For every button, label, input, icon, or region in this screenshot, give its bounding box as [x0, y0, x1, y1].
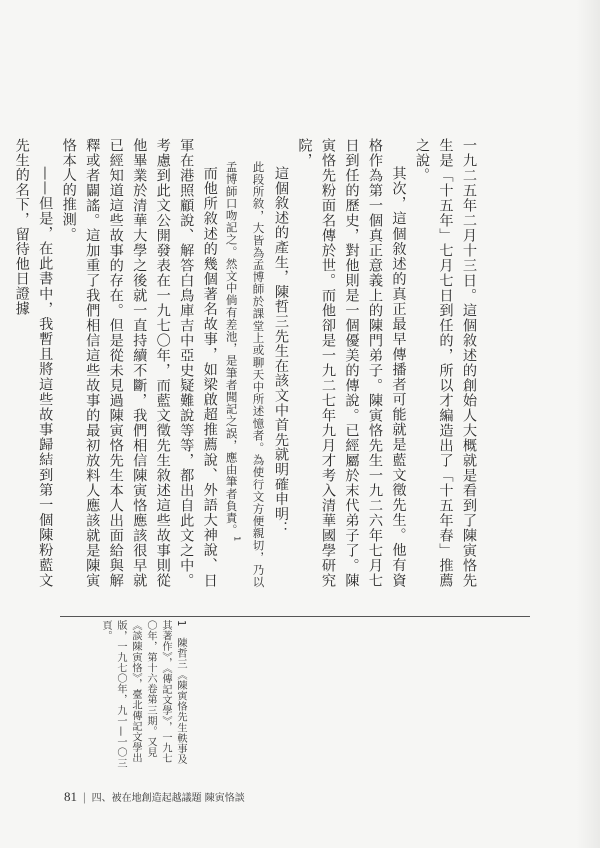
- block-quote: [221, 138, 269, 588]
- body-paragraph: ——但是，在此書中，我暫且將這些故事歸結到第一個陳粉藍文 先生的名下，留待他日證據: [13, 138, 54, 603]
- footnote-number: 1: [175, 620, 186, 627]
- page-number: 81: [64, 789, 77, 804]
- footnote-rule: [60, 616, 530, 617]
- footnote-text: 陳哲三《陳寅恪先生軼事及其著作》，《傳記文學》，一九七〇年，第十六卷第三期。又見《談陳寅恪》，臺北傳記文學出版，一九七〇年，九一—一〇三頁。: [100, 620, 186, 769]
- running-head: 四、被在地創造起越議題 陳寅恪談: [91, 793, 245, 804]
- footnote-reference: 1: [232, 536, 242, 542]
- footnote: [100, 620, 188, 770]
- block-quote-text: 此段所敘，大皆為孟博師於課堂上或聊天中所述憶者。為使行文方便親切，乃以孟博師口吻記之。然文中倘有差池，是筆者聞記之誤，應由筆者負責。: [224, 161, 266, 588]
- footer-separator: |: [83, 789, 86, 804]
- main-text-column: [13, 138, 480, 603]
- body-paragraph: 而他所敘述的幾個著名故事，如梁啟超推薦說、外語大神說、日軍在港照顧說、解答白鳥庫吉中亞史疑難說等等，都出自此文之中。考慮到此文公開發表在一九七〇年，而藍文徵先生敘述這些故事則從他畢業於清華大學之後就一直持續不斷，我們相信陳寅恪應該很早就已經知道這些故事的存在。但是從未見過陳寅恪先生本人出面給與解釋或者闢謠。這加重了我們相信這些故事的最初放料人應該就是陳寅恪本人的推測。: [60, 138, 218, 588]
- body-paragraph: 這個敘述的產生，陳哲三先生在該文中首先就明確申明：: [273, 166, 289, 537]
- footnote-entry: [98, 620, 188, 770]
- body-paragraph: 一九二五年二月十三日。這個敘述的創始人大概就是看到了陳寅恪先生是「十五年」七月七日到任的，所以才編造出了「十五年春」推薦之說。: [414, 138, 477, 588]
- spine-shadow: [576, 0, 600, 848]
- page-footer: [64, 789, 245, 805]
- body-paragraph: 其次，這個敘述的真正最早傳播者可能就是藍文徵先生。他有資格作為第一個真正意義上的陳門弟子。陳寅恪先生一九二六年七月七日到任的歷史，對他則是一個優美的傳說。已經屬於末代弟子了。陳寅恪先粉面名傳於世。而他卻是一九二七年九月才考入清華國學研究院，: [296, 138, 407, 588]
